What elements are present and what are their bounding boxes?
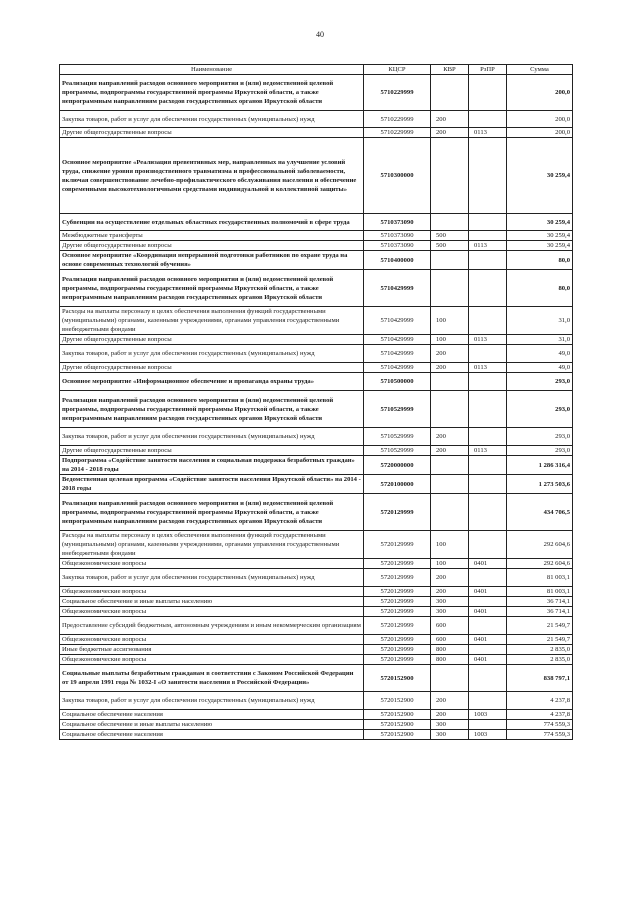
cell-sum: 838 797,1 [507, 665, 573, 692]
cell-name: Закупка товаров, работ и услуг для обеспечения государственных (муниципальных) нужд [60, 345, 364, 363]
cell-rzpr: 0113 [469, 446, 507, 456]
cell-sum: 774 559,3 [507, 720, 573, 730]
table-row [60, 214, 573, 231]
cell-rzpr [469, 214, 507, 231]
cell-sum: 293,0 [507, 446, 573, 456]
cell-kcsr: 5710529999 [364, 391, 431, 428]
cell-kvr: 800 [431, 655, 469, 665]
cell-kcsr: 5710429999 [364, 363, 431, 373]
cell-rzpr: 0113 [469, 241, 507, 251]
cell-name: Другие общегосударственные вопросы [60, 241, 364, 251]
table-row [60, 720, 573, 730]
cell-rzpr [469, 373, 507, 391]
cell-kcsr: 5710529999 [364, 428, 431, 446]
cell-kvr: 200 [431, 128, 469, 138]
cell-kvr: 500 [431, 231, 469, 241]
cell-name: Расходы на выплаты персоналу в целях обеспечения выполнения функций государственными (муниципальными) органами, казенными учреждениями, органами управления государственными внебюджетными фондами [60, 307, 364, 335]
cell-sum: 31,0 [507, 335, 573, 345]
table-row [60, 111, 573, 128]
table-row [60, 692, 573, 710]
cell-name: Закупка товаров, работ и услуг для обеспечения государственных (муниципальных) нужд [60, 569, 364, 587]
cell-name: Другие общегосударственные вопросы [60, 446, 364, 456]
cell-kvr [431, 373, 469, 391]
cell-kvr [431, 75, 469, 111]
cell-kvr: 200 [431, 587, 469, 597]
cell-sum: 292 604,6 [507, 559, 573, 569]
cell-kcsr: 5710429999 [364, 335, 431, 345]
cell-name: Иные бюджетные ассигнования [60, 645, 364, 655]
cell-rzpr: 0401 [469, 655, 507, 665]
cell-rzpr [469, 307, 507, 335]
table-row [60, 231, 573, 241]
cell-rzpr: 1003 [469, 730, 507, 740]
cell-kvr: 300 [431, 607, 469, 617]
cell-kvr [431, 475, 469, 494]
cell-kcsr: 5720129999 [364, 645, 431, 655]
cell-sum: 36 714,1 [507, 597, 573, 607]
cell-kvr: 500 [431, 241, 469, 251]
table-row [60, 75, 573, 111]
cell-kvr: 200 [431, 692, 469, 710]
cell-name: Общеэкономические вопросы [60, 559, 364, 569]
cell-rzpr [469, 138, 507, 214]
cell-rzpr [469, 531, 507, 559]
cell-kvr: 200 [431, 345, 469, 363]
cell-kcsr: 5720129999 [364, 531, 431, 559]
cell-kcsr: 5720152900 [364, 710, 431, 720]
cell-rzpr [469, 720, 507, 730]
cell-kcsr: 5720129999 [364, 617, 431, 635]
cell-sum: 81 003,1 [507, 587, 573, 597]
cell-kcsr: 5720100000 [364, 475, 431, 494]
cell-rzpr [469, 111, 507, 128]
cell-sum: 434 706,5 [507, 494, 573, 531]
table-body [60, 75, 573, 740]
cell-rzpr: 0113 [469, 335, 507, 345]
cell-kvr [431, 391, 469, 428]
table-row [60, 655, 573, 665]
cell-kvr: 200 [431, 111, 469, 128]
cell-kcsr: 5720152900 [364, 692, 431, 710]
cell-sum: 49,0 [507, 363, 573, 373]
table-row [60, 531, 573, 559]
cell-kcsr: 5710229999 [364, 128, 431, 138]
cell-kcsr: 5710400000 [364, 251, 431, 270]
header-kcsr: КЦСР [364, 65, 431, 75]
cell-kvr: 800 [431, 645, 469, 655]
cell-name: Основное мероприятие «Реализация превентивных мер, направленных на улучшение условий труда, снижение уровня производственного травматизма и профессиональной заболеваемости, включая совершенствование лечебно-профилактического обслуживания населения и обеспечение современными высокотехнологичными средствами индивидуальной и коллективной защиты» [60, 138, 364, 214]
cell-kvr: 300 [431, 597, 469, 607]
cell-rzpr [469, 231, 507, 241]
cell-kvr: 100 [431, 531, 469, 559]
cell-kvr [431, 138, 469, 214]
cell-sum: 21 549,7 [507, 635, 573, 645]
cell-kcsr: 5710500000 [364, 373, 431, 391]
cell-kcsr: 5720129999 [364, 494, 431, 531]
cell-name: Общеэкономические вопросы [60, 607, 364, 617]
table-row [60, 730, 573, 740]
table-row [60, 428, 573, 446]
cell-rzpr: 0401 [469, 635, 507, 645]
cell-rzpr [469, 569, 507, 587]
header-kvr: КВР [431, 65, 469, 75]
cell-sum: 1 286 316,4 [507, 456, 573, 475]
table-row [60, 138, 573, 214]
cell-name: Другие общегосударственные вопросы [60, 363, 364, 373]
cell-sum: 80,0 [507, 251, 573, 270]
table-row [60, 373, 573, 391]
cell-name: Общеэкономические вопросы [60, 655, 364, 665]
cell-kcsr: 5720129999 [364, 587, 431, 597]
cell-sum: 200,0 [507, 128, 573, 138]
cell-kvr: 200 [431, 363, 469, 373]
table-row [60, 494, 573, 531]
cell-kvr: 100 [431, 307, 469, 335]
header-rzpr: РзПР [469, 65, 507, 75]
cell-sum: 4 237,8 [507, 710, 573, 720]
table-row [60, 128, 573, 138]
cell-sum: 30 259,4 [507, 231, 573, 241]
cell-name: Общеэкономические вопросы [60, 635, 364, 645]
cell-kcsr: 5710229999 [364, 75, 431, 111]
cell-kcsr: 5710429999 [364, 345, 431, 363]
table-row [60, 569, 573, 587]
cell-kcsr: 5720129999 [364, 655, 431, 665]
cell-kcsr: 5710429999 [364, 270, 431, 307]
cell-rzpr: 0401 [469, 607, 507, 617]
cell-sum: 4 237,8 [507, 692, 573, 710]
cell-name: Реализация направлений расходов основного мероприятия и (или) ведомственной целевой программы, подпрограммы государственной программы Иркутской области, а также непрограммным направлениям расходов государственных органов Иркутской области [60, 75, 364, 111]
page-number: 40 [316, 30, 324, 39]
cell-sum: 49,0 [507, 345, 573, 363]
cell-kvr: 200 [431, 446, 469, 456]
cell-rzpr [469, 270, 507, 307]
cell-name: Другие общегосударственные вопросы [60, 128, 364, 138]
cell-kcsr: 5720000000 [364, 456, 431, 475]
cell-kvr [431, 494, 469, 531]
cell-sum: 292 604,6 [507, 531, 573, 559]
cell-kvr: 600 [431, 617, 469, 635]
cell-kvr: 100 [431, 559, 469, 569]
table-row [60, 446, 573, 456]
cell-sum: 293,0 [507, 373, 573, 391]
cell-kvr: 300 [431, 720, 469, 730]
cell-kvr: 200 [431, 710, 469, 720]
cell-rzpr [469, 251, 507, 270]
table-row [60, 363, 573, 373]
cell-rzpr [469, 391, 507, 428]
cell-sum: 21 549,7 [507, 617, 573, 635]
table-row [60, 475, 573, 494]
cell-name: Субвенции на осуществление отдельных областных государственных полномочий в сфере труда [60, 214, 364, 231]
table-row [60, 617, 573, 635]
cell-sum: 2 835,0 [507, 645, 573, 655]
cell-kvr: 200 [431, 428, 469, 446]
cell-sum: 293,0 [507, 428, 573, 446]
cell-name: Общеэкономические вопросы [60, 587, 364, 597]
cell-sum: 200,0 [507, 111, 573, 128]
cell-kcsr: 5720152900 [364, 665, 431, 692]
cell-kvr: 300 [431, 730, 469, 740]
cell-sum: 774 559,3 [507, 730, 573, 740]
cell-kcsr: 5720129999 [364, 635, 431, 645]
cell-name: Социальное обеспечение населения [60, 730, 364, 740]
header-sum: Сумма [507, 65, 573, 75]
cell-name: Реализация направлений расходов основного мероприятия и (или) ведомственной целевой программы, подпрограммы государственной программы Иркутской области, а также непрограммным направлениям расходов государственных органов Иркутской области [60, 494, 364, 531]
cell-sum: 81 003,1 [507, 569, 573, 587]
cell-kvr [431, 665, 469, 692]
cell-sum: 30 259,4 [507, 138, 573, 214]
cell-rzpr [469, 665, 507, 692]
cell-kcsr: 5720152900 [364, 720, 431, 730]
cell-name: Другие общегосударственные вопросы [60, 335, 364, 345]
cell-kcsr: 5710529999 [364, 446, 431, 456]
cell-kvr [431, 270, 469, 307]
cell-rzpr [469, 597, 507, 607]
cell-rzpr [469, 456, 507, 475]
table-row [60, 345, 573, 363]
cell-name: Предоставление субсидий бюджетным, автономным учреждениям и иным некоммерческим организациям [60, 617, 364, 635]
cell-kcsr: 5720129999 [364, 597, 431, 607]
table-header-row [60, 65, 573, 75]
cell-rzpr [469, 617, 507, 635]
budget-table [59, 64, 573, 740]
cell-kvr: 600 [431, 635, 469, 645]
table-row [60, 335, 573, 345]
table-row [60, 710, 573, 720]
cell-rzpr: 0401 [469, 587, 507, 597]
cell-rzpr: 0401 [469, 559, 507, 569]
cell-rzpr [469, 475, 507, 494]
cell-rzpr: 1003 [469, 710, 507, 720]
cell-sum: 36 714,1 [507, 607, 573, 617]
cell-sum: 80,0 [507, 270, 573, 307]
table-row [60, 391, 573, 428]
table-row [60, 270, 573, 307]
cell-kcsr: 5710229999 [364, 111, 431, 128]
cell-kcsr: 5720129999 [364, 559, 431, 569]
table-row [60, 559, 573, 569]
header-name: Наименование [60, 65, 364, 75]
cell-rzpr [469, 692, 507, 710]
cell-sum: 31,0 [507, 307, 573, 335]
cell-kvr: 100 [431, 335, 469, 345]
cell-sum: 2 835,0 [507, 655, 573, 665]
cell-kvr [431, 251, 469, 270]
table-row [60, 597, 573, 607]
cell-name: Закупка товаров, работ и услуг для обеспечения государственных (муниципальных) нужд [60, 692, 364, 710]
cell-name: Ведомственная целевая программа «Содействие занятости населения Иркутской области» на 2014 - 2018 годы [60, 475, 364, 494]
cell-sum: 200,0 [507, 75, 573, 111]
table-row [60, 645, 573, 655]
cell-sum: 1 273 503,6 [507, 475, 573, 494]
cell-name: Закупка товаров, работ и услуг для обеспечения государственных (муниципальных) нужд [60, 428, 364, 446]
cell-name: Реализация направлений расходов основного мероприятия и (или) ведомственной целевой программы, подпрограммы государственной программы Иркутской области, а также непрограммным направлениям расходов государственных органов Иркутской области [60, 391, 364, 428]
cell-name: Социальные выплаты безработным гражданам в соответствии с Законом Российской Федерации от 19 апреля 1991 года № 1032-I «О занятости населения в Российской Федерации» [60, 665, 364, 692]
table-row [60, 456, 573, 475]
cell-kcsr: 5710373090 [364, 214, 431, 231]
table-row [60, 251, 573, 270]
cell-rzpr: 0113 [469, 363, 507, 373]
cell-rzpr [469, 645, 507, 655]
table-row [60, 665, 573, 692]
table-row [60, 307, 573, 335]
cell-name: Расходы на выплаты персоналу в целях обеспечения выполнения функций государственными (муниципальными) органами, казенными учреждениями, органами управления государственными внебюджетными фондами [60, 531, 364, 559]
cell-kcsr: 5720152900 [364, 730, 431, 740]
cell-sum: 30 259,4 [507, 214, 573, 231]
table-row [60, 241, 573, 251]
cell-kcsr: 5720129999 [364, 569, 431, 587]
cell-name: Социальное обеспечение и иные выплаты населению [60, 720, 364, 730]
cell-name: Межбюджетные трансферты [60, 231, 364, 241]
cell-sum: 293,0 [507, 391, 573, 428]
cell-name: Реализация направлений расходов основного мероприятия и (или) ведомственной целевой программы, подпрограммы государственной программы Иркутской области, а также непрограммным направлениям расходов государственных органов Иркутской области [60, 270, 364, 307]
cell-kcsr: 5720129999 [364, 607, 431, 617]
cell-name: Основное мероприятие «Координация непрерывной подготовки работников по охране труда на основе современных технологий обучения» [60, 251, 364, 270]
cell-kvr [431, 456, 469, 475]
cell-name: Социальное обеспечение населения [60, 710, 364, 720]
cell-name: Социальное обеспечение и иные выплаты населению [60, 597, 364, 607]
cell-rzpr [469, 494, 507, 531]
cell-kvr: 200 [431, 569, 469, 587]
table-row [60, 635, 573, 645]
cell-sum: 30 259,4 [507, 241, 573, 251]
cell-rzpr [469, 75, 507, 111]
cell-rzpr: 0113 [469, 128, 507, 138]
cell-kcsr: 5710300000 [364, 138, 431, 214]
cell-kvr [431, 214, 469, 231]
table-row [60, 587, 573, 597]
cell-name: Основное мероприятие «Информационное обеспечение и пропаганда охраны труда» [60, 373, 364, 391]
cell-kcsr: 5710373090 [364, 241, 431, 251]
cell-kcsr: 5710373090 [364, 231, 431, 241]
cell-rzpr [469, 428, 507, 446]
cell-kcsr: 5710429999 [364, 307, 431, 335]
cell-rzpr [469, 345, 507, 363]
cell-name: Закупка товаров, работ и услуг для обеспечения государственных (муниципальных) нужд [60, 111, 364, 128]
cell-name: Подпрограмма «Содействие занятости населения и социальная поддержка безработных граждан» на 2014 - 2018 годы [60, 456, 364, 475]
table-row [60, 607, 573, 617]
